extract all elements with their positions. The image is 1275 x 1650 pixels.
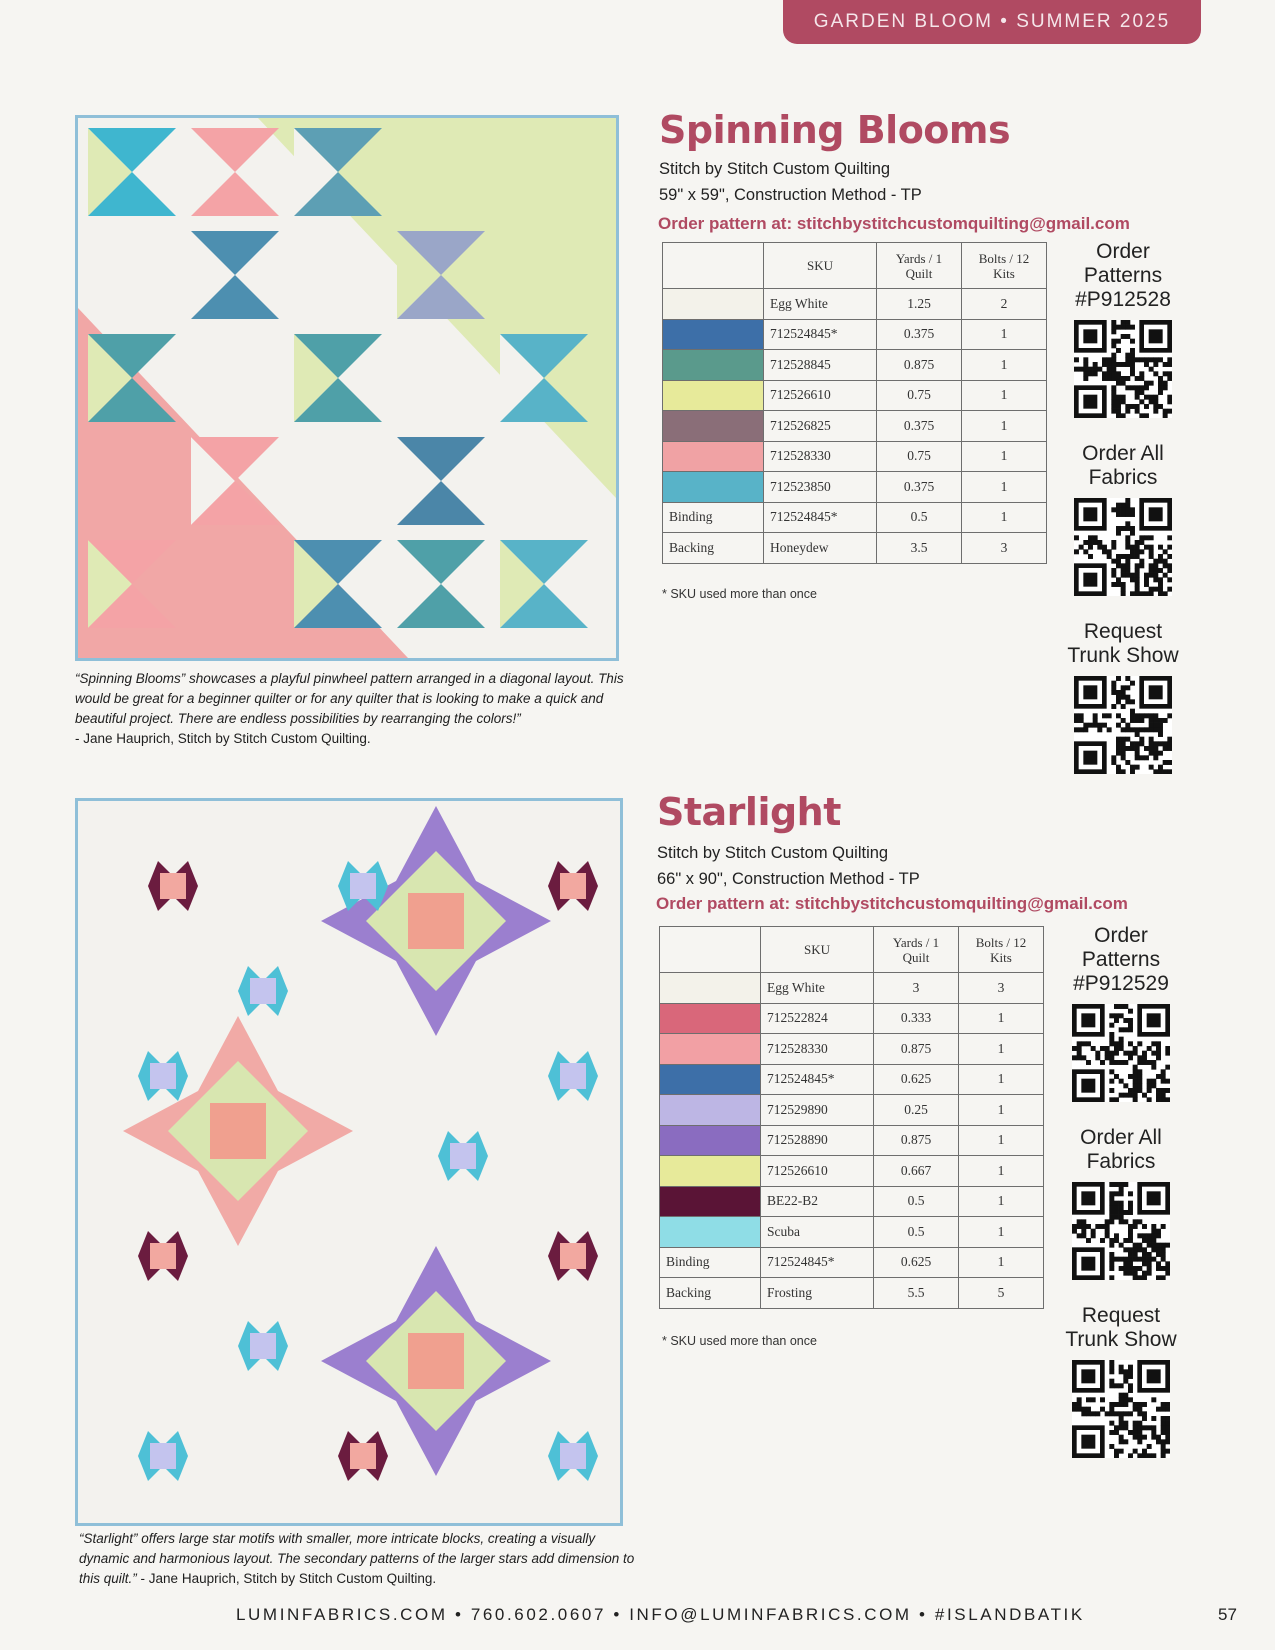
yards-cell: 0.625: [874, 1247, 959, 1278]
qr-label: Order All Fabrics: [1082, 442, 1164, 489]
bolts-cell: 1: [962, 319, 1047, 350]
bolts-cell: 1: [959, 1064, 1044, 1095]
fabric-swatch: [660, 973, 761, 1004]
table-row: [663, 380, 1047, 411]
yards-cell: 0.625: [874, 1064, 959, 1095]
fabric-swatch: [663, 289, 764, 320]
sku-cell: 712529890: [761, 1095, 874, 1126]
sku-cell: Honeydew: [764, 533, 877, 564]
caption-credit: - Jane Hauprich, Stitch by Stitch Custom Quilting.: [140, 1571, 437, 1586]
yards-cell: 0.667: [874, 1156, 959, 1187]
sku-cell: 712522824: [761, 1003, 874, 1034]
fabric-swatch: [660, 1186, 761, 1217]
yards-cell: 3: [874, 973, 959, 1004]
table-row: [660, 973, 1044, 1004]
sku-cell: 712524845*: [761, 1064, 874, 1095]
header-blank: [663, 243, 764, 289]
caption-quote: “Spinning Blooms” showcases a playful pinwheel pattern arranged in a diagonal layout. This would be great for a beginner quilter or for any quilter that is looking to make a quick and beautiful project. There are endless possibilities by rearranging the colors!”: [75, 671, 624, 726]
bolts-cell: 3: [959, 973, 1044, 1004]
qr-label: Order Patterns #P912528: [1075, 240, 1171, 311]
header-bolts: Bolts / 12 Kits: [962, 243, 1047, 289]
sku-cell: Egg White: [764, 289, 877, 320]
yards-cell: 0.875: [877, 350, 962, 381]
table-row: [660, 1186, 1044, 1217]
qr-code-icon[interactable]: [1056, 1182, 1186, 1280]
page-number: 57: [1218, 1605, 1237, 1624]
sku-cell: 712528330: [764, 441, 877, 472]
bolts-cell: 1: [959, 1003, 1044, 1034]
qr-code-icon[interactable]: [1058, 498, 1188, 596]
fabric-swatch: [660, 1125, 761, 1156]
qr-column: [1056, 924, 1186, 1482]
yards-cell: 0.333: [874, 1003, 959, 1034]
quilt-size: 66" x 90", Construction Method - TP: [657, 870, 920, 888]
bolts-cell: 1: [962, 502, 1047, 533]
sku-cell: 712523850: [764, 472, 877, 503]
table-row: [663, 533, 1047, 564]
table-row: [660, 1156, 1044, 1187]
table-row: [660, 1217, 1044, 1248]
sku-cell: Frosting: [761, 1278, 874, 1309]
fabric-table: [659, 926, 1044, 1309]
qr-label: Request Trunk Show: [1067, 620, 1179, 667]
header-sku: SKU: [761, 927, 874, 973]
caption-quote: “Starlight” offers large star motifs with smaller, more intricate blocks, creating a visually dynamic and harmonious layout. The secondary patterns of the larger stars add dimension to this quilt.”: [79, 1531, 635, 1586]
order-email[interactable]: Order pattern at: stitchbystitchcustomquilting@gmail.com: [656, 894, 1128, 913]
fabric-swatch: [660, 1156, 761, 1187]
yards-cell: 0.375: [877, 319, 962, 350]
fabric-swatch: [663, 411, 764, 442]
row-label: Binding: [660, 1247, 761, 1278]
fabric-swatch: [663, 472, 764, 503]
row-label: Backing: [663, 533, 764, 564]
bolts-cell: 2: [962, 289, 1047, 320]
fabric-swatch: [660, 1217, 761, 1248]
designer-name: Stitch by Stitch Custom Quilting: [659, 160, 891, 178]
table-row: [663, 441, 1047, 472]
issue-tab: GARDEN BLOOM • SUMMER 2025: [783, 0, 1201, 44]
fabric-swatch: [660, 1034, 761, 1065]
yards-cell: 5.5: [874, 1278, 959, 1309]
sku-cell: BE22-B2: [761, 1186, 874, 1217]
table-row: [663, 319, 1047, 350]
table-row: [663, 411, 1047, 442]
starlight-caption: [79, 1529, 639, 1589]
sku-cell: 712528330: [761, 1034, 874, 1065]
qr-code-icon[interactable]: [1058, 676, 1188, 774]
sku-cell: 712526610: [761, 1156, 874, 1187]
qr-code-icon[interactable]: [1056, 1360, 1186, 1458]
sku-cell: 712524845*: [764, 502, 877, 533]
bolts-cell: 1: [959, 1186, 1044, 1217]
bolts-cell: 1: [962, 350, 1047, 381]
bolts-cell: 1: [959, 1095, 1044, 1126]
fabric-swatch: [663, 380, 764, 411]
row-label: Binding: [663, 502, 764, 533]
qr-label: Order All Fabrics: [1080, 1126, 1162, 1173]
table-row: [663, 350, 1047, 381]
row-label: Backing: [660, 1278, 761, 1309]
yards-cell: 1.25: [877, 289, 962, 320]
yards-cell: 0.375: [877, 411, 962, 442]
footer-contact: LUMINFABRICS.COM • 760.602.0607 • INFO@LUMINFABRICS.COM • #ISLANDBATIK: [236, 1605, 1085, 1624]
table-row: [660, 1034, 1044, 1065]
bolts-cell: 1: [959, 1247, 1044, 1278]
qr-label: Request Trunk Show: [1065, 1304, 1177, 1351]
bolts-cell: 1: [959, 1034, 1044, 1065]
quilt-size: 59" x 59", Construction Method - TP: [659, 186, 922, 204]
yards-cell: 0.5: [874, 1217, 959, 1248]
qr-column: [1058, 240, 1188, 798]
starlight-quilt-photo: [75, 798, 623, 1526]
bolts-cell: 1: [962, 411, 1047, 442]
header-bolts: Bolts / 12 Kits: [959, 927, 1044, 973]
yards-cell: 0.875: [874, 1125, 959, 1156]
table-row: [660, 1278, 1044, 1309]
spinning-blooms-quilt-photo: [75, 115, 619, 661]
table-row: [663, 289, 1047, 320]
header-blank: [660, 927, 761, 973]
header-yards: Yards / 1 Quilt: [877, 243, 962, 289]
fabric-swatch: [663, 441, 764, 472]
sku-cell: 712528845: [764, 350, 877, 381]
section-title: Spinning Blooms: [659, 108, 1011, 152]
fabric-swatch: [663, 350, 764, 381]
section-title: Starlight: [657, 790, 841, 834]
qr-code-icon[interactable]: [1056, 1004, 1186, 1102]
table-footnote: * SKU used more than once: [662, 1334, 817, 1348]
bolts-cell: 3: [962, 533, 1047, 564]
fabric-swatch: [660, 1003, 761, 1034]
bolts-cell: 5: [959, 1278, 1044, 1309]
sku-cell: Egg White: [761, 973, 874, 1004]
fabric-swatch: [660, 1064, 761, 1095]
table-row: [660, 1247, 1044, 1278]
caption-credit: - Jane Hauprich, Stitch by Stitch Custom Quilting.: [75, 731, 371, 746]
sku-cell: Scuba: [761, 1217, 874, 1248]
bolts-cell: 1: [962, 380, 1047, 411]
yards-cell: 3.5: [877, 533, 962, 564]
bolts-cell: 1: [959, 1217, 1044, 1248]
yards-cell: 0.25: [874, 1095, 959, 1126]
yards-cell: 0.75: [877, 380, 962, 411]
sku-cell: 712524845*: [761, 1247, 874, 1278]
bolts-cell: 1: [959, 1125, 1044, 1156]
sku-cell: 712526825: [764, 411, 877, 442]
designer-name: Stitch by Stitch Custom Quilting: [657, 844, 889, 862]
sku-cell: 712528890: [761, 1125, 874, 1156]
table-row: [663, 502, 1047, 533]
fabric-swatch: [660, 1095, 761, 1126]
table-footnote: * SKU used more than once: [662, 587, 817, 601]
table-row: [663, 472, 1047, 503]
sku-cell: 712526610: [764, 380, 877, 411]
bolts-cell: 1: [959, 1156, 1044, 1187]
table-row: [660, 1095, 1044, 1126]
yards-cell: 0.375: [877, 472, 962, 503]
bolts-cell: 1: [962, 441, 1047, 472]
fabric-table: [662, 242, 1047, 564]
yards-cell: 0.75: [877, 441, 962, 472]
table-row: [660, 1003, 1044, 1034]
spinning-blooms-caption: [75, 669, 635, 749]
qr-code-icon[interactable]: [1058, 320, 1188, 418]
fabric-swatch: [663, 319, 764, 350]
header-sku: SKU: [764, 243, 877, 289]
header-yards: Yards / 1 Quilt: [874, 927, 959, 973]
order-email[interactable]: Order pattern at: stitchbystitchcustomquilting@gmail.com: [658, 214, 1130, 233]
yards-cell: 0.5: [877, 502, 962, 533]
table-row: [660, 1064, 1044, 1095]
yards-cell: 0.5: [874, 1186, 959, 1217]
qr-label: Order Patterns #P912529: [1073, 924, 1169, 995]
sku-cell: 712524845*: [764, 319, 877, 350]
yards-cell: 0.875: [874, 1034, 959, 1065]
table-row: [660, 1125, 1044, 1156]
bolts-cell: 1: [962, 472, 1047, 503]
